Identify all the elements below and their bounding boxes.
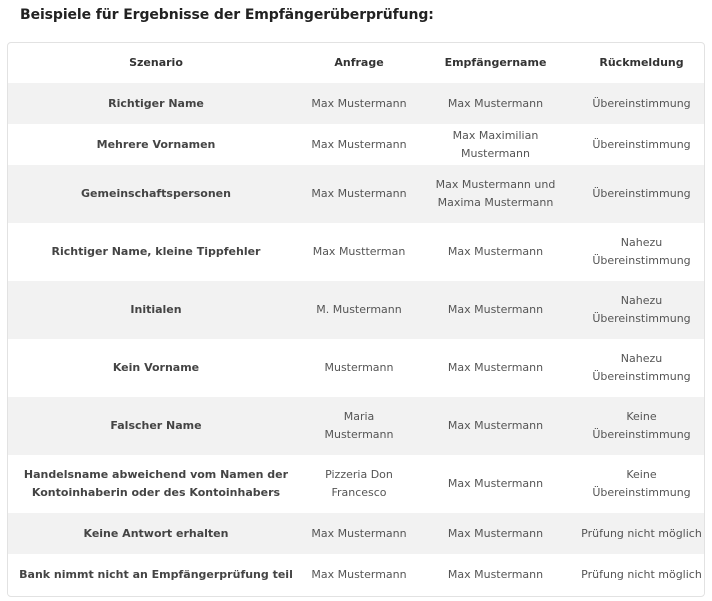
- cell-recipient-name: Max Mustermann und Maxima Mustermann: [435, 178, 556, 209]
- cell-response: Nahezu Übereinstimmung: [592, 236, 691, 267]
- table-row: [8, 124, 705, 165]
- results-table: [8, 43, 705, 595]
- table-row: [8, 281, 705, 339]
- table-row: [8, 339, 705, 397]
- cell-recipient-name: Max Maximilian Mustermann: [452, 128, 539, 160]
- cell-request: Maria Mustermann: [324, 410, 394, 441]
- cell-scenario: Initialen: [130, 303, 182, 316]
- cell-recipient-name: Max Mustermann: [447, 361, 544, 374]
- cell-scenario: Handelsname abweichend vom Namen der Kontoinhaberin oder des Kontoinhabers: [23, 468, 289, 499]
- cell-recipient-name: Max Mustermann: [447, 303, 544, 316]
- cell-response: Prüfung nicht möglich: [581, 526, 702, 540]
- table-row: [8, 83, 705, 124]
- cell-request: Max Mustermann: [311, 567, 407, 581]
- cell-response: Nahezu Übereinstimmung: [592, 294, 691, 325]
- cell-response: Übereinstimmung: [592, 96, 691, 110]
- cell-request: Mustermann: [324, 361, 394, 374]
- cell-recipient-name: Max Mustermann: [447, 245, 544, 258]
- cell-scenario: Richtiger Name, kleine Tippfehler: [51, 245, 261, 258]
- table-row: [8, 554, 705, 595]
- cell-request: Max Mustermann: [311, 526, 407, 540]
- cell-recipient-name: Max Mustermann: [447, 477, 544, 490]
- cell-scenario: Gemeinschaftspersonen: [81, 187, 231, 200]
- page-heading: Beispiele für Ergebnisse der Empfängerüberprüfung:: [20, 7, 434, 23]
- header-empfaengername: Empfängername: [444, 56, 547, 69]
- cell-scenario: Kein Vorname: [112, 361, 200, 374]
- cell-response: Keine Übereinstimmung: [592, 410, 691, 441]
- cell-request: Max Mustermann: [311, 137, 407, 151]
- table-row: [8, 513, 705, 554]
- table-header-row: [8, 43, 705, 83]
- cell-response: Prüfung nicht möglich: [581, 567, 702, 581]
- table-row: [8, 165, 705, 223]
- header-rueckmeldung: Rückmeldung: [599, 56, 684, 69]
- cell-response: Keine Übereinstimmung: [592, 468, 691, 499]
- cell-request: Max Mustterman: [312, 245, 406, 258]
- cell-response: Übereinstimmung: [592, 137, 691, 151]
- cell-scenario: Mehrere Vornamen: [96, 137, 216, 151]
- cell-scenario: Bank nimmt nicht an Empfängerprüfung teil: [19, 567, 293, 581]
- table-row: [8, 455, 705, 513]
- cell-request: M. Mustermann: [316, 303, 402, 316]
- cell-recipient-name: Max Mustermann: [447, 567, 544, 581]
- results-table-card: [7, 42, 705, 597]
- cell-request: Max Mustermann: [311, 96, 407, 110]
- cell-request: Max Mustermann: [311, 187, 407, 200]
- cell-recipient-name: Max Mustermann: [447, 419, 544, 432]
- header-szenario: Szenario: [129, 56, 183, 69]
- table-row: [8, 397, 705, 455]
- header-anfrage: Anfrage: [334, 56, 384, 69]
- cell-response: Übereinstimmung: [592, 187, 691, 200]
- cell-scenario: Falscher Name: [110, 419, 202, 432]
- cell-scenario: Keine Antwort erhalten: [83, 526, 229, 540]
- table-row: [8, 223, 705, 281]
- cell-request: Pizzeria Don Francesco: [325, 468, 393, 499]
- cell-response: Nahezu Übereinstimmung: [592, 352, 691, 383]
- cell-recipient-name: Max Mustermann: [447, 526, 544, 540]
- cell-recipient-name: Max Mustermann: [447, 96, 544, 110]
- cell-scenario: Richtiger Name: [108, 96, 204, 110]
